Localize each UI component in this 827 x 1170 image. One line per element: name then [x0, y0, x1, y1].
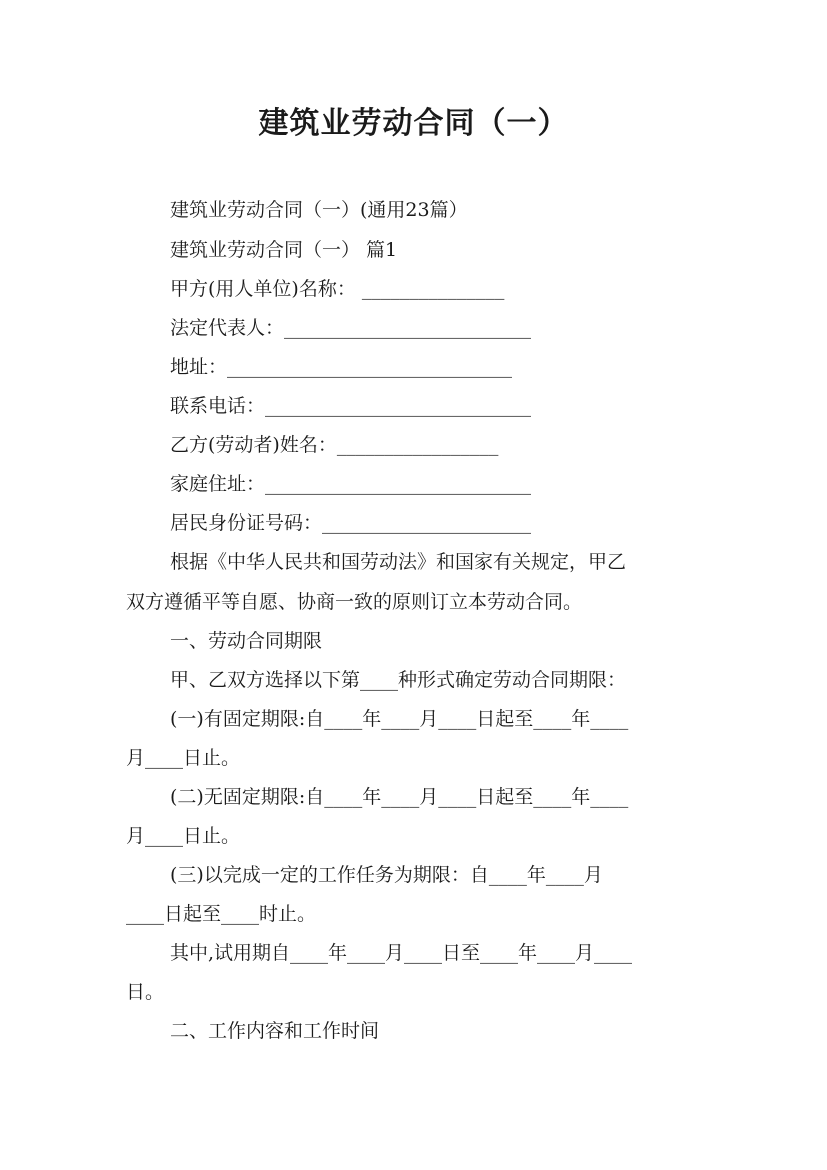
paragraph-line: 月____日止。: [126, 747, 241, 769]
paragraph-line: (三)以完成一定的工作任务为期限：自____年____月: [170, 864, 603, 886]
contact-phone-field: 联系电话：____________________________: [170, 395, 532, 417]
paragraph-line: (一)有固定期限:自____年____月____日起至____年____: [170, 708, 629, 730]
legal-representative-field: 法定代表人：__________________________: [170, 317, 532, 339]
paragraph-line: ____日起至____时止。: [126, 903, 317, 925]
employee-name-field: 乙方(劳动者)姓名：_________________: [170, 434, 499, 456]
paragraph-line: 根据《中华人民共和国劳动法》和国家有关规定，甲乙: [170, 551, 627, 573]
paragraph-line: 月____日止。: [126, 825, 241, 847]
paragraph-line: 双方遵循平等自愿、协商一致的原则订立本劳动合同。: [126, 591, 583, 613]
home-address-field: 家庭住址：____________________________: [170, 473, 532, 495]
clause-heading: 一、劳动合同期限: [170, 630, 323, 652]
section-heading-line: 建筑业劳动合同（一） 篇1: [170, 239, 398, 261]
clause-heading: 二、工作内容和工作时间: [170, 1020, 380, 1042]
document-title: 建筑业劳动合同（一）: [258, 106, 569, 141]
subtitle-line: 建筑业劳动合同（一）(通用23篇）: [170, 199, 468, 221]
paragraph-line: 日。: [126, 981, 165, 1003]
id-number-field: 居民身份证号码：______________________: [170, 512, 532, 534]
paragraph-line: 甲、乙双方选择以下第____种形式确定劳动合同期限：: [170, 669, 627, 691]
paragraph-line: (二)无固定期限:自____年____月____日起至____年____: [170, 786, 629, 808]
address-field: 地址：______________________________: [170, 356, 513, 378]
employer-name-field: 甲方(用人单位)名称： _______________: [170, 278, 505, 300]
paragraph-line: 其中,试用期自____年____月____日至____年____月____: [170, 942, 633, 964]
